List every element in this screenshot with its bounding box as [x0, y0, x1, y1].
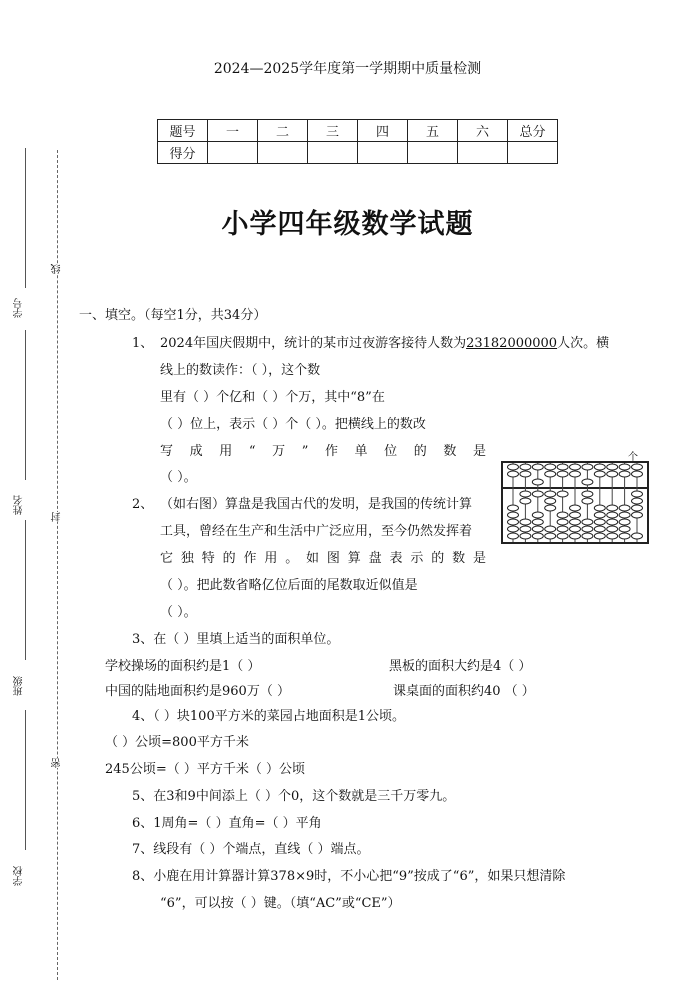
- abacus-bead: [632, 512, 643, 518]
- margin-line-3: [25, 520, 26, 660]
- abacus-bead: [570, 533, 581, 539]
- abacus-bead: [594, 505, 605, 511]
- abacus-bead: [582, 519, 593, 525]
- abacus-bead: [520, 533, 531, 539]
- q2-line-2: 工具，曾经在生产和生活中广泛应用，至今仍然发挥着: [160, 524, 473, 539]
- q3-item-c: 中国的陆地面积约是960万（ ）: [105, 684, 290, 699]
- abacus-bead: [607, 526, 618, 532]
- abacus-bead: [594, 526, 605, 532]
- score-cell: 得分: [158, 142, 208, 164]
- abacus-bead: [557, 512, 568, 518]
- abacus-bead: [520, 519, 531, 525]
- abacus-bead: [532, 533, 543, 539]
- abacus-bead: [545, 471, 556, 477]
- abacus-bead: [632, 464, 643, 470]
- abacus-bead: [632, 491, 643, 497]
- abacus-bead: [545, 498, 556, 504]
- section-heading: 一、填空。（每空1分，共34分）: [79, 308, 267, 323]
- abacus-bead: [570, 519, 581, 525]
- abacus-bead: [582, 498, 593, 504]
- seal-label-seal: 封: [52, 512, 63, 522]
- abacus-bead: [532, 479, 543, 485]
- abacus-bead: [582, 464, 593, 470]
- abacus-bead: [545, 491, 556, 497]
- abacus-bead: [508, 512, 519, 518]
- q8-line-2: “6”，可以按（ ）键。（填“AC”或“CE”）: [160, 896, 401, 911]
- page-title: 小学四年级数学试题: [221, 209, 474, 240]
- q4-item-a: （ ）公顷=800平方千米: [105, 735, 249, 750]
- abacus-bead: [582, 533, 593, 539]
- abacus-bead: [532, 464, 543, 470]
- abacus-bead: [619, 464, 630, 470]
- abacus-bead: [619, 471, 630, 477]
- q1-number: 1、: [132, 336, 154, 351]
- abacus-bead: [545, 464, 556, 470]
- q2-line-4: （ ）。把此数省略亿位后面的尾数取近似值是: [160, 578, 418, 593]
- score-input-cell[interactable]: [508, 142, 558, 164]
- score-cell: 总分: [508, 120, 558, 142]
- q2-number: 2、: [132, 497, 154, 512]
- margin-line-2: [25, 330, 26, 480]
- abacus-bead: [582, 479, 593, 485]
- score-cell: 一: [208, 120, 258, 142]
- q3-item-a: 学校操场的面积约是1（ ）: [105, 659, 261, 674]
- score-table-header-row: [158, 120, 558, 142]
- q5: 5、在3和9中间添上（ ）个0，这个数就是三千万零九。: [132, 789, 456, 804]
- q1-line-5: 写成用“万”作单位的数是: [160, 444, 486, 459]
- abacus-bead: [607, 519, 618, 525]
- abacus-bead: [619, 512, 630, 518]
- q6: 6、1周角=（ ）直角=（ ）平角: [132, 816, 322, 831]
- q8-line-1: 8、小鹿在用计算器计算378×9时，不小心把“9”按成了“6”，如果只想清除: [132, 869, 566, 884]
- abacus-bead: [594, 533, 605, 539]
- score-cell: 六: [458, 120, 508, 142]
- abacus-figure: [500, 460, 650, 545]
- abacus-bead: [532, 526, 543, 532]
- abacus-bead: [632, 505, 643, 511]
- margin-label-school: 学校: [14, 866, 25, 886]
- score-input-cell[interactable]: [208, 142, 258, 164]
- abacus-bead: [508, 519, 519, 525]
- abacus-bead: [520, 498, 531, 504]
- q1-text-a: 2024年国庆假期中，统计的某市过夜游客接待人数为: [160, 336, 467, 351]
- score-cell: 三: [308, 120, 358, 142]
- abacus-bead: [570, 464, 581, 470]
- abacus-bead: [607, 533, 618, 539]
- abacus-bead: [508, 464, 519, 470]
- seal-label-sealed: 密: [52, 758, 63, 768]
- abacus-bead: [594, 464, 605, 470]
- q2-line-5: （ ）。: [160, 605, 197, 620]
- abacus-bead: [619, 526, 630, 532]
- abacus-bead: [570, 512, 581, 518]
- q4-stem: 4、（ ）块100平方米的菜园占地面积是1公顷。: [132, 709, 405, 724]
- q3-item-b: 黑板的面积大约是4（ ）: [389, 659, 532, 674]
- score-input-cell[interactable]: [258, 142, 308, 164]
- abacus-bead: [594, 512, 605, 518]
- abacus-bead: [607, 505, 618, 511]
- abacus-bead: [594, 471, 605, 477]
- exam-header: 2024—2025学年度第一学期期中质量检测: [213, 61, 482, 77]
- abacus-bead: [594, 519, 605, 525]
- abacus-bead: [607, 464, 618, 470]
- abacus-bead: [508, 526, 519, 532]
- score-cell: 题号: [158, 120, 208, 142]
- abacus-bead: [582, 491, 593, 497]
- q7: 7、线段有（ ）个端点，直线（ ）端点。: [132, 842, 370, 857]
- abacus-bead: [532, 519, 543, 525]
- q1-line-1: [160, 332, 609, 351]
- abacus-bead: [508, 505, 519, 511]
- abacus-bead: [619, 505, 630, 511]
- abacus-bead: [545, 505, 556, 511]
- abacus-bead: [557, 471, 568, 477]
- score-cell: 五: [408, 120, 458, 142]
- abacus-bead: [557, 533, 568, 539]
- abacus-bead: [619, 533, 630, 539]
- score-cell: 四: [358, 120, 408, 142]
- abacus-bead: [570, 505, 581, 511]
- abacus-bead: [520, 491, 531, 497]
- q3-item-d: 课桌面的面积约40 （ ）: [393, 684, 535, 699]
- abacus-bead: [520, 464, 531, 470]
- abacus-bead: [570, 526, 581, 532]
- abacus-bead: [545, 533, 556, 539]
- margin-label-class: 班级: [14, 676, 25, 696]
- abacus-bead: [619, 519, 630, 525]
- abacus-bead: [520, 471, 531, 477]
- q1-text-b: 人次。横: [557, 336, 610, 351]
- margin-line-4: [25, 710, 26, 850]
- q1-line-2: 线上的数读作：（ ），这个数: [160, 363, 321, 378]
- abacus-bead: [570, 471, 581, 477]
- abacus-bead: [557, 526, 568, 532]
- score-input-cell[interactable]: [308, 142, 358, 164]
- abacus-bead: [520, 526, 531, 532]
- abacus-bead: [632, 533, 643, 539]
- score-table-score-row: [158, 142, 558, 164]
- abacus-bead: [557, 519, 568, 525]
- score-table: [157, 119, 558, 164]
- abacus-bead: [532, 491, 543, 497]
- abacus-bead: [632, 471, 643, 477]
- abacus-bead: [545, 526, 556, 532]
- seal-dashed-line: [57, 150, 58, 980]
- q1-line-6: （ ）。: [160, 470, 197, 485]
- margin-label-student-id: 学号: [14, 298, 25, 318]
- abacus-bead: [508, 471, 519, 477]
- abacus-bead: [508, 533, 519, 539]
- seal-label-line: 线: [52, 264, 63, 274]
- abacus-bead: [557, 491, 568, 497]
- abacus-bead: [607, 512, 618, 518]
- q1-line-4: （ ）位上，表示（ ）个（ ）。把横线上的数改: [160, 417, 426, 432]
- q4-item-b: 245公顷=（ ）平方千米（ ）公顷: [105, 762, 305, 777]
- abacus-bead: [632, 498, 643, 504]
- abacus-label: 个: [628, 452, 638, 463]
- q3-stem: 3、在（ ）里填上适当的面积单位。: [132, 632, 340, 647]
- abacus-bead: [532, 512, 543, 518]
- q1-line-3: 里有（ ）个亿和（ ）个万，其中“8”在: [160, 390, 385, 405]
- margin-label-name: 姓名: [14, 495, 25, 515]
- abacus-bead: [582, 526, 593, 532]
- q2-line-1: （如右图）算盘是我国古代的发明，是我国的传统计算: [160, 497, 473, 512]
- score-input-cell[interactable]: [408, 142, 458, 164]
- score-input-cell[interactable]: [458, 142, 508, 164]
- abacus-bead: [607, 471, 618, 477]
- q2-line-3: 它独特的作用。如图算盘表示的数是: [160, 551, 486, 566]
- score-input-cell[interactable]: [358, 142, 408, 164]
- score-cell: 二: [258, 120, 308, 142]
- abacus-bead: [557, 464, 568, 470]
- q1-number-value: 23182000000: [466, 336, 558, 351]
